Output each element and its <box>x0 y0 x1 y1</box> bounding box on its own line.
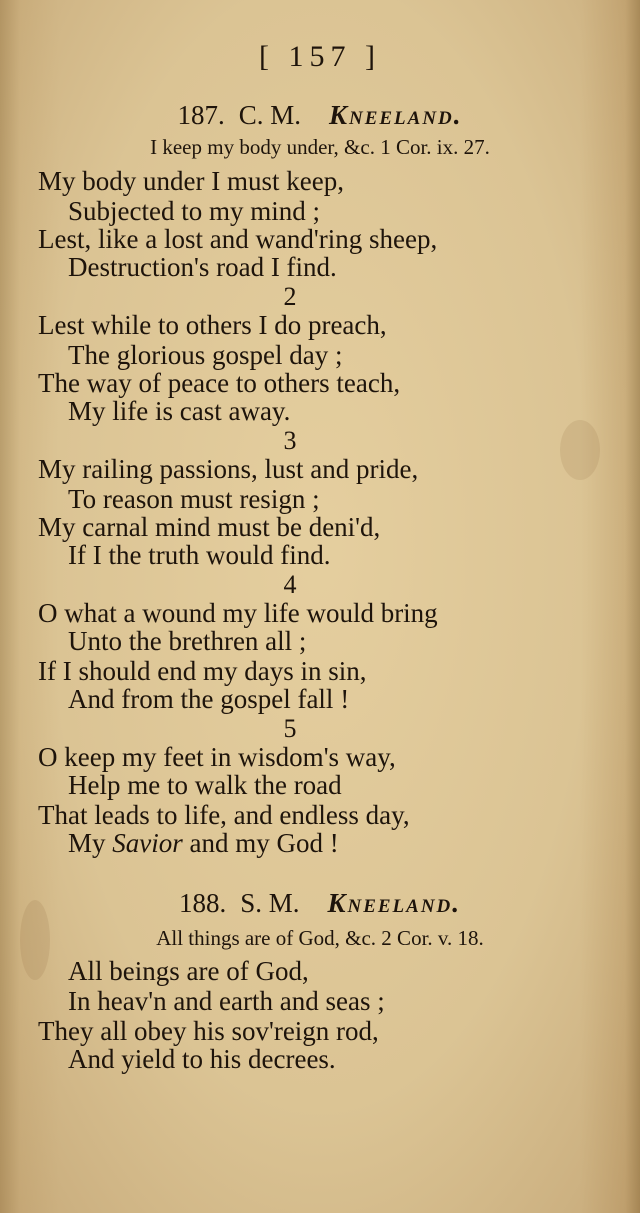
hymn-meter: S. M. <box>240 888 300 918</box>
paper-stain <box>560 420 600 480</box>
stanza-number: 4 <box>283 570 297 599</box>
hymn-line: If I should end my days in sin, <box>38 656 367 686</box>
hymn-number: 187. <box>177 100 225 130</box>
hymn-line: My carnal mind must be deni'd, <box>38 512 381 542</box>
hymn-line: My body under I must keep, <box>38 166 344 196</box>
hymn-line: My railing passions, lust and pride, <box>38 454 419 484</box>
italic-word: Savior <box>112 828 183 858</box>
stanza-number: 2 <box>283 282 297 311</box>
hymn-line: The glorious gospel day ; <box>68 340 343 370</box>
hymn-line: If I the truth would find. <box>68 540 331 570</box>
hymn-line: Subjected to my mind ; <box>68 196 320 226</box>
hymn-line: That leads to life, and endless day, <box>38 800 410 830</box>
hymn-line: Lest while to others I do preach, <box>38 310 387 340</box>
stanza-number: 5 <box>283 714 297 743</box>
hymn-header <box>0 100 640 131</box>
hymn-tune: Kneeland. <box>327 888 462 918</box>
hymn-meter: C. M. <box>238 100 301 130</box>
hymn-line: They all obey his sov'reign rod, <box>38 1016 379 1046</box>
hymn-line: The way of peace to others teach, <box>38 368 401 398</box>
hymn-line: To reason must resign ; <box>68 484 320 514</box>
hymn-scripture: I keep my body under, &c. 1 Cor. ix. 27. <box>150 135 490 159</box>
hymn-line: Help me to walk the road <box>68 770 342 800</box>
hymn-scripture: All things are of God, &c. 2 Cor. v. 18. <box>156 926 484 950</box>
hymn-line: Destruction's road I find. <box>68 252 337 282</box>
hymn-line: All beings are of God, <box>68 956 309 986</box>
hymn-line: My life is cast away. <box>68 396 291 426</box>
hymn-line: O keep my feet in wisdom's way, <box>38 742 396 772</box>
hymn-header <box>0 888 640 919</box>
hymn-tune: Kneeland. <box>328 100 463 130</box>
stanza-number: 3 <box>283 426 297 455</box>
hymn-line: And from the gospel fall ! <box>68 684 350 714</box>
hymn-line: Unto the brethren all ; <box>68 626 307 656</box>
hymn-line: My Savior and my God ! <box>68 828 339 858</box>
hymn-line: Lest, like a lost and wand'ring sheep, <box>38 224 438 254</box>
hymn-line: And yield to his decrees. <box>68 1044 336 1074</box>
hymn-number: 188. <box>178 888 227 918</box>
page-number: [ 157 ] <box>259 40 381 73</box>
hymn-line: O what a wound my life would bring <box>38 598 438 628</box>
hymn-line: In heav'n and earth and seas ; <box>68 986 385 1016</box>
